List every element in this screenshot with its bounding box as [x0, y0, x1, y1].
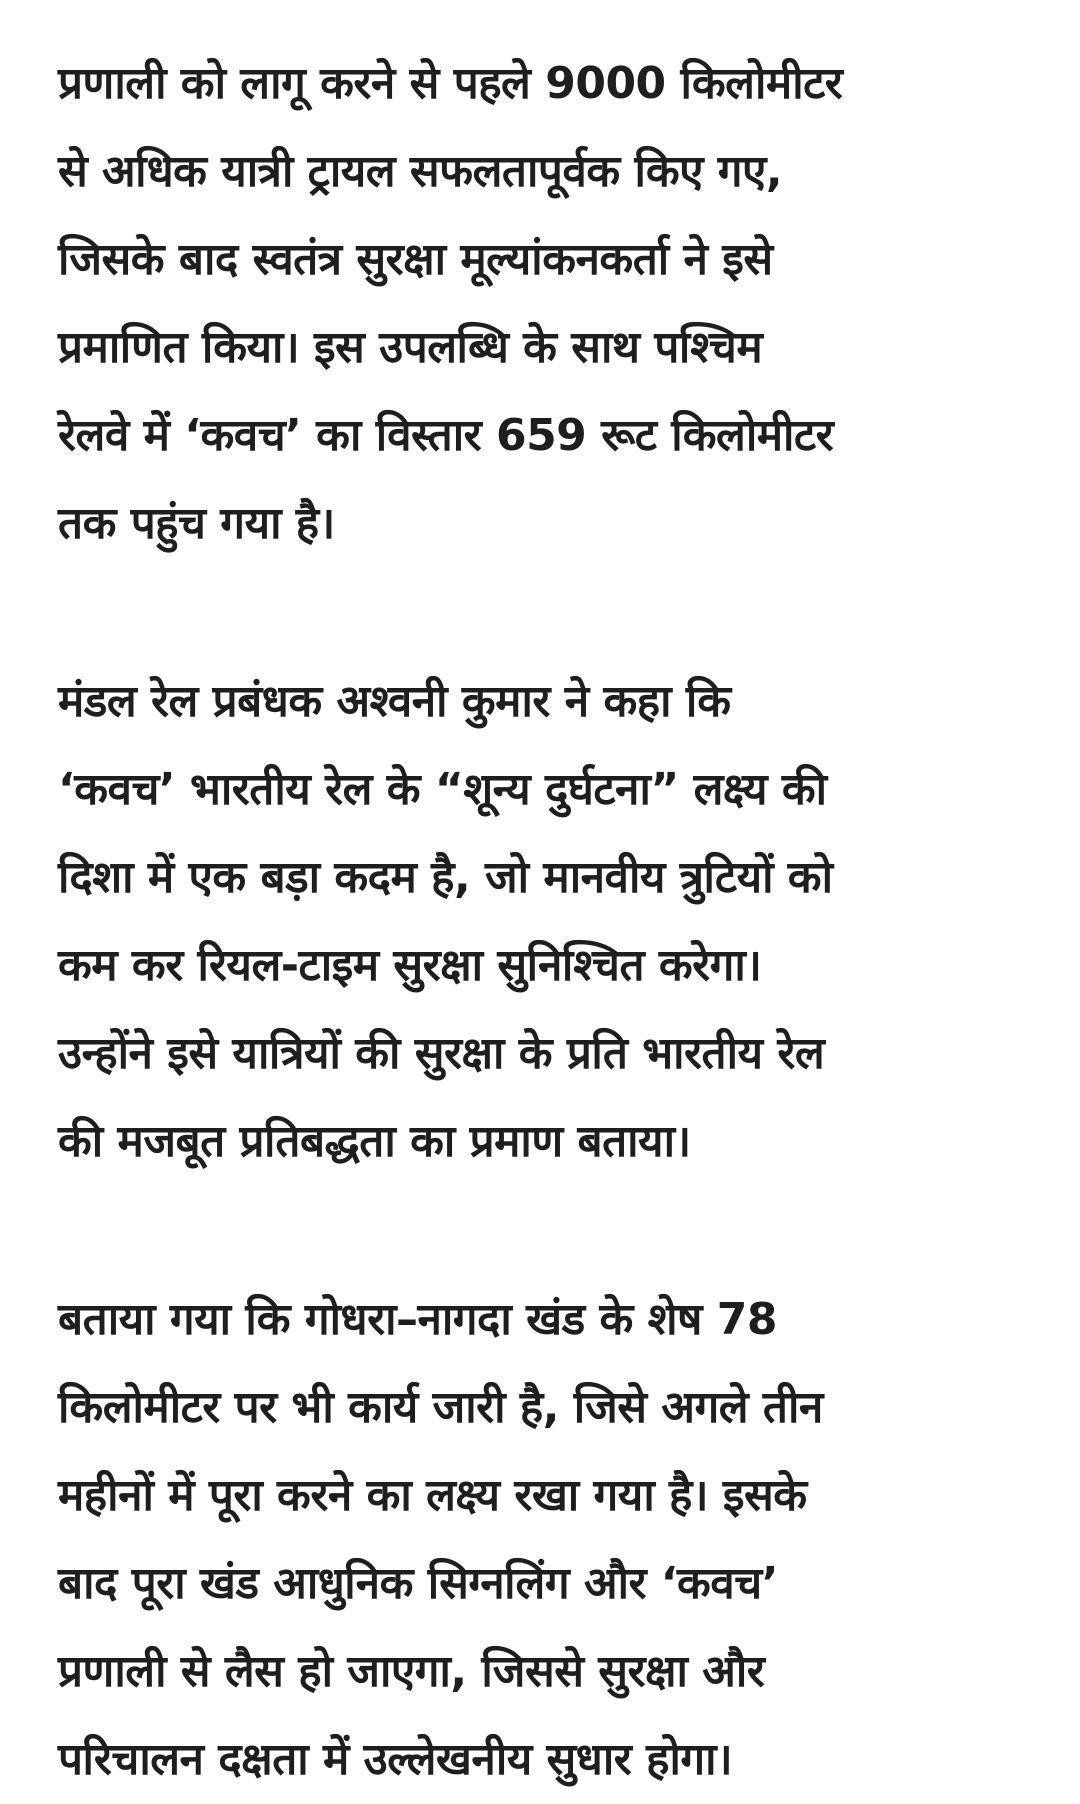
text-line: की मजबूत प्रतिबद्धता का प्रमाण बताया।: [58, 1116, 691, 1167]
text-line: किलोमीटर पर भी कार्य जारी है, जिसे अगले तीन: [58, 1382, 823, 1433]
text-line: बाद पूरा खंड आधुनिक सिग्नलिंग और ‘कवच’: [58, 1558, 778, 1609]
text-line: परिचालन दक्षता में उल्लेखनीय सुधार होगा।: [58, 1734, 733, 1785]
text-line: उन्होंने इसे यात्रियों की सुरक्षा के प्रति भारतीय रेल: [58, 1028, 825, 1079]
text-line: से अधिक यात्री ट्रायल सफलतापूर्वक किए गए,: [58, 146, 783, 197]
text-line: प्रमाणित किया। इस उपलब्धि के साथ पश्चिम: [58, 322, 763, 373]
text-line: प्रणाली से लैस हो जाएगा, जिससे सुरक्षा और: [58, 1646, 765, 1697]
paragraph-3: [58, 1276, 1028, 1804]
text-line: तक पहुंच गया है।: [58, 498, 335, 549]
paragraph-1: [58, 40, 1028, 568]
text-line: महीनों में पूरा करने का लक्ष्य रखा गया है। इसके: [58, 1470, 807, 1521]
text-line: बताया गया कि गोधरा–नागदा खंड के शेष 78: [58, 1294, 777, 1345]
paragraph-2: [58, 658, 1028, 1186]
text-line: कम कर रियल-टाइम सुरक्षा सुनिश्चित करेगा।: [58, 940, 762, 991]
text-line: ‘कवच’ भारतीय रेल के “शून्य दुर्घटना” लक्ष्य की: [58, 764, 827, 815]
text-line: मंडल रेल प्रबंधक अश्वनी कुमार ने कहा कि: [58, 676, 731, 727]
text-line: रेलवे में ‘कवच’ का विस्तार 659 रूट किलोमीटर: [58, 410, 834, 461]
text-line: दिशा में एक बड़ा कदम है, जो मानवीय त्रुटियों को: [58, 852, 833, 903]
text-line: जिसके बाद स्वतंत्र सुरक्षा मूल्यांकनकर्ता ने इसे: [58, 234, 773, 285]
text-line: प्रणाली को लागू करने से पहले 9000 किलोमीटर: [58, 58, 843, 109]
